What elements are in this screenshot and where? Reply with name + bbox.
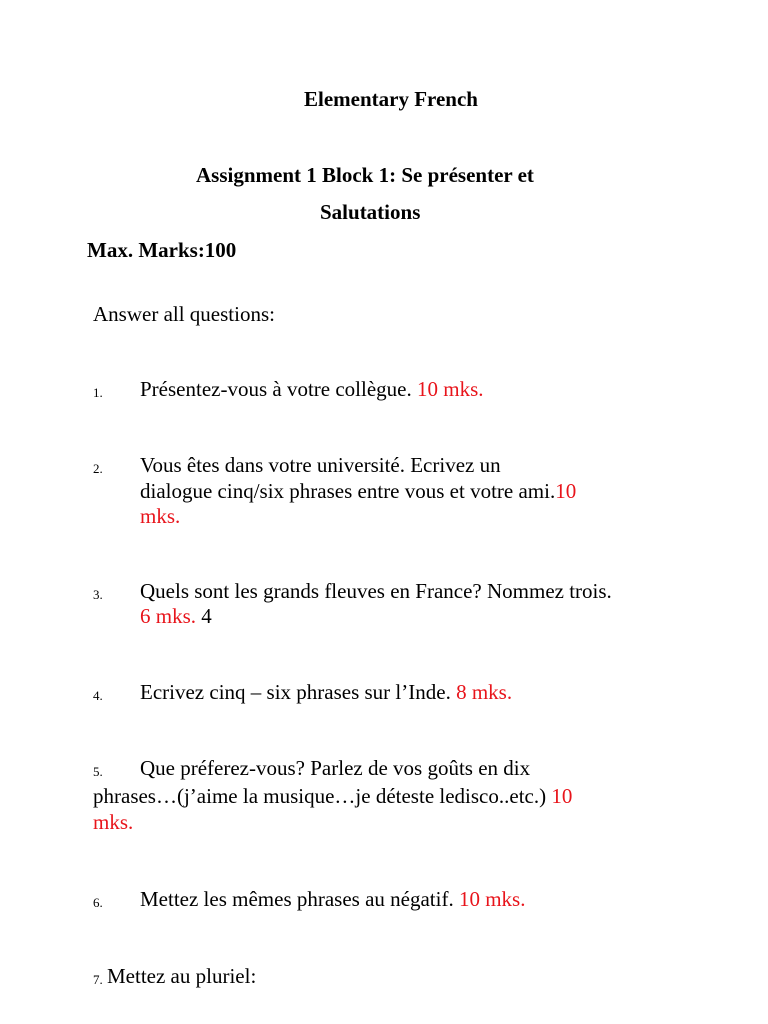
question-line: Mettez au pluriel: bbox=[107, 964, 257, 988]
question-marks: 10 mks. bbox=[416, 377, 484, 401]
question-number: 7. bbox=[93, 972, 103, 987]
question-text bbox=[140, 479, 576, 504]
question-number: 2. bbox=[93, 461, 103, 476]
question-line: dialogue cinq/six phrases entre vous et votre ami. bbox=[140, 479, 556, 503]
question-line: phrases…(j’aime la musique…je déteste ledisco..etc.) bbox=[93, 784, 547, 808]
question-text bbox=[140, 680, 512, 705]
max-marks: Max. Marks:100 bbox=[87, 238, 237, 262]
assignment-subtitle-line1: Assignment 1 Block 1: Se présenter et bbox=[196, 163, 534, 187]
question-line: Mettez les mêmes phrases au négatif. bbox=[140, 887, 454, 911]
question-number: 6. bbox=[93, 895, 103, 910]
question-number: 4. bbox=[93, 688, 103, 703]
assignment-subtitle-line2: Salutations bbox=[320, 200, 421, 224]
question-marks: 10 bbox=[551, 784, 573, 808]
question-line: Quels sont les grands fleuves en France? Nommez trois. bbox=[140, 579, 612, 603]
question-line: Ecrivez cinq – six phrases sur l’Inde. bbox=[140, 680, 451, 704]
question-text bbox=[140, 887, 525, 912]
question-line: Que préferez-vous? Parlez de vos goûts en dix bbox=[140, 756, 531, 780]
question-line: Présentez-vous à votre collègue. bbox=[140, 377, 412, 401]
instructions: Answer all questions: bbox=[93, 302, 275, 326]
question-marks: 6 mks. bbox=[140, 604, 197, 628]
question-number: 1. bbox=[93, 385, 103, 400]
question-marks: mks. bbox=[140, 504, 181, 528]
question-marks: 8 mks. bbox=[456, 680, 513, 704]
question-text bbox=[140, 377, 484, 402]
question-line: Vous êtes dans votre université. Ecrivez un bbox=[140, 453, 501, 477]
question-marks: 10 bbox=[555, 479, 577, 503]
question-text bbox=[140, 604, 212, 629]
question-marks: mks. bbox=[93, 810, 134, 834]
question-text bbox=[93, 784, 572, 809]
question-number: 5. bbox=[93, 764, 103, 779]
question-number: 3. bbox=[93, 587, 103, 602]
question-extra: 4 bbox=[201, 604, 212, 628]
question-marks: 10 mks. bbox=[458, 887, 526, 911]
document-title: Elementary French bbox=[304, 87, 478, 111]
